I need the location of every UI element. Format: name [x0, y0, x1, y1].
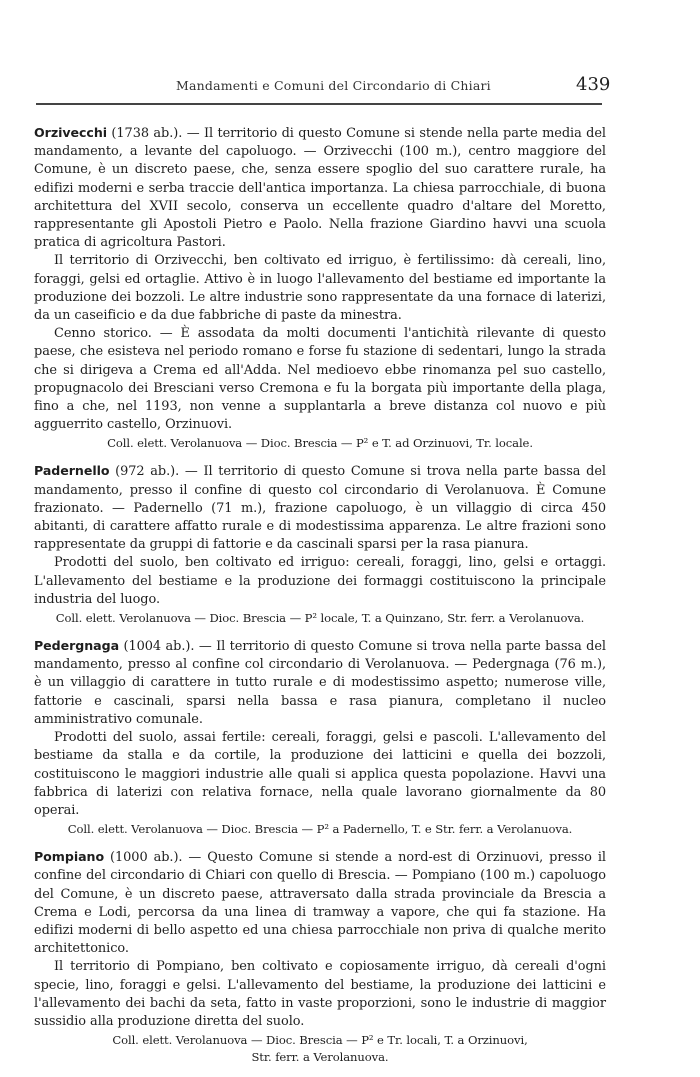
- running-head: [36, 74, 616, 96]
- entry-name-pedergnaga: Pedergnaga: [34, 638, 120, 654]
- entry-pedergnaga-p1-text: (1004 ab.). — Il territorio di questo Comune si trova nella parte bassa del mandamento, presso al confine col circondario di Verolanuova. — Pedergnaga (76 m.), è un villaggio di carattere in tutto rurale e di modestissimo aspetto; numerose ville, fattorie e cascinali, sparsi nella bassa e rasa pianura, completano il nucleo amministrativo comunale.: [34, 639, 606, 727]
- entry-padernello-p1: [34, 462, 606, 554]
- page-number: 439: [576, 74, 611, 95]
- entry-pompiano-p2: Il territorio di Pompiano, ben coltivato e copiosamente irriguo, dà cereali d'ogni specie, lino, foraggi e gelsi. L'allevamento del bestiame, la produzione dei latticini e l'allevamento dei bachi da seta, fatto in vaste proporzioni, sono le industrie di maggior sussidio alla produzione diretta del suolo.: [34, 959, 606, 1029]
- coll-pompiano: [34, 1032, 606, 1066]
- coll-pedergnaga: Coll. elett. Verolanuova — Dioc. Brescia — P² a Padernello, T. e Str. ferr. a Verolanuova.: [67, 822, 573, 837]
- body-text: [34, 124, 606, 1066]
- entry-orzivecchi-p2: Il territorio di Orzivecchi, ben coltivato ed irriguo, è fertilissimo: dà cereali, lino, foraggi, gelsi ed ortaglie. Attivo è in luogo l'allevamento del bestiame ed importante la produzione dei bozzoli. Le altre industrie sono rappresentate da una fornace di laterizi, da un caseificio e da due fabbriche di paste da minestra.: [34, 253, 606, 324]
- coll-pompiano-line1: Coll. elett. Verolanuova — Dioc. Brescia — P² e Tr. locali, T. a Orzinuovi,: [112, 1033, 528, 1048]
- entry-orzivecchi-p1: [34, 124, 606, 252]
- entry-padernello-p1-text: (972 ab.). — Il territorio di questo Comune si trova nella parte bassa del mandamento, presso il confine di questo col circondario di Verolanuova. È Comune frazionato. — Padernello (71 m.), frazione capoluogo, è un villaggio di circa 450 abitanti, di carattere affatto rurale e di modestissima apparenza. Le altre frazioni sono rappresentate da gruppi di fattorie e da cascinali sparsi per la rasa pianura.: [34, 464, 606, 553]
- coll-padernello: Coll. elett. Verolanuova — Dioc. Brescia — P² locale, T. a Quinzano, Str. ferr. a Verolanuova.: [55, 611, 585, 626]
- entry-orzivecchi-p1-text: (1738 ab.). — Il territorio di questo Comune si stende nella parte media del mandamento, a levante del capoluogo. — Orzivecchi (100 m.), centro maggiore del Comune, è un discreto paese, che, senza essere spoglio del suo carattere rurale, ha edifizi moderni e serba traccie dell'antica importanza. La chiesa parrocchiale, di buona architettura del XVII secolo, conserva un eccellente quadro d'altare del Moretto, rappresentante gli Apostoli Pietro e Paolo. Nella frazione Giardino havvi una scuola pratica di agricoltura Pastori.: [34, 126, 606, 251]
- coll-orzivecchi: Coll. elett. Verolanuova — Dioc. Brescia — P² e T. ad Orzinuovi, Tr. locale.: [107, 436, 533, 451]
- header-rule: [36, 103, 602, 105]
- entry-orzivecchi-p3: Cenno storico. — È assodata da molti documenti l'antichità rilevante di questo paese, che esisteva nel periodo romano e forse fu stazione di sedentari, lungo la strada che si dirigeva a Crema ed all'Adda. Nel medioevo ebbe rinomanza pel suo castello, propugnacolo dei Bresciani verso Cremona e fu la borgata più importante della plaga, fino a che, nel 1193, non venne a supplantarla a breve distanza col nuovo e più agguerrito castello, Orzinuovi.: [34, 326, 606, 433]
- entry-pompiano-p1: [34, 848, 606, 958]
- entry-name-orzivecchi: Orzivecchi: [34, 125, 108, 140]
- coll-pompiano-line2: Str. ferr. a Verolanuova.: [251, 1050, 389, 1065]
- entry-padernello-p2: Prodotti del suolo, ben coltivato ed irriguo: cereali, foraggi, lino, gelsi e ortaggi. L'allevamento del bestiame e la produzione dei formaggi costituiscono la principale industria del luogo.: [34, 555, 606, 607]
- entry-pedergnaga-p2: Prodotti del suolo, assai fertile: cereali, foraggi, gelsi e pascoli. L'allevamento del bestiame da stalla e da cortile, la produzione dei latticini e quella dei bozzoli, costituiscono le maggiori industrie alle quali si applica questa popolazione. Havvi una fabbrica di laterizi con relativa fornace, nella quale lavorano giornalmente da 80 operai.: [34, 730, 606, 818]
- entry-name-padernello: Padernello: [34, 463, 110, 479]
- entry-pedergnaga-p1: [34, 637, 606, 729]
- entry-pompiano-p1-text: (1000 ab.). — Questo Comune si stende a nord-est di Orzinuovi, presso il confine del circondario di Chiari con quello di Brescia. — Pompiano (100 m.) capoluogo del Comune, è un discreto paese, attraversato dalla strada provinciale da Brescia a Crema e Lodi, percorsa da una linea di tramway a vapore, che qui fa stazione. Ha edifizi moderni di bello aspetto ed una chiesa parrocchiale non priva di qualche merito architettonico.: [34, 850, 606, 957]
- running-head-title: Mandamenti e Comuni del Circondario di Chiari: [176, 78, 491, 93]
- entry-name-pompiano: Pompiano: [34, 849, 105, 865]
